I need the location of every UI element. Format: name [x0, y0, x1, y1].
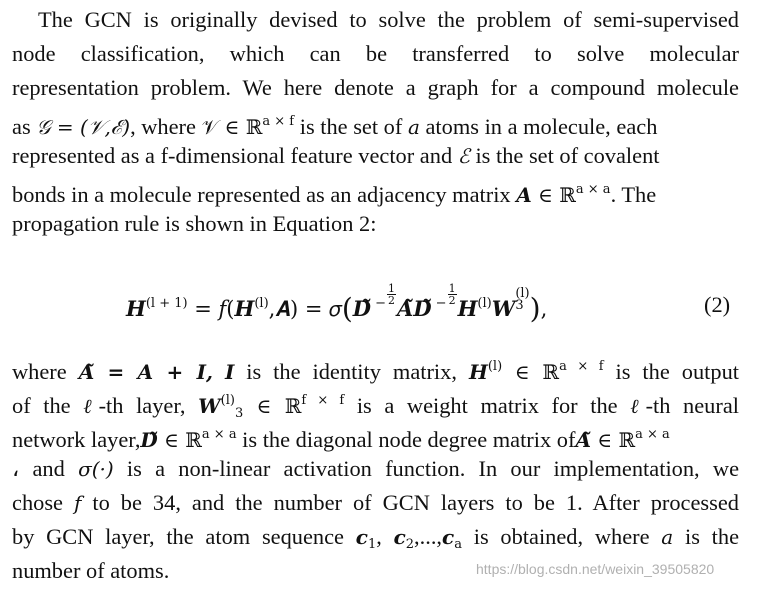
propagation-rule-equation: 𝑯$^{(l + 1)}$ = 𝑓(𝑯$^{(l)}$,𝑨) = 𝜎(𝑫̃ − $\frac{1}{2}$ 𝑨̃𝑫̃ − $\frac{1}{2}$ 𝑯$^{(l)}$𝑾 (l) 3 ),: [126, 282, 548, 325]
paragraph-1-line-4: as 𝒢 = (𝒱,ℰ), where 𝒱 ∈ ℝ$^{a \times f}$ is the set of a atoms in a molecule, each: [12, 114, 658, 139]
paragraph-2-line-6: by GCN layer, the atom sequence 𝒄$_1$, 𝒄$_2$,...,𝒄$_a$ is obtained, where a is the: [12, 524, 740, 552]
exponent-fraction-2: $\frac{1}{2}$: [448, 282, 456, 307]
graph-definition-math: 𝒢 = (𝒱,ℰ): [36, 115, 131, 139]
paragraph-1-line-3: representation problem. We here denote a graph for a compound molecule: [12, 75, 739, 100]
paragraph-2-line-1: where 𝑨̃ = 𝑨 + 𝑰, 𝑰 is the identity matrix, 𝑯$^{(l)}$ ∈ ℝ$^{a \times f}$ is the output: [12, 359, 739, 384]
vertex-set-math: 𝒱 ∈ ℝ$^{a \times f}$: [201, 114, 295, 139]
paragraph-1-line-1: The GCN is originally devised to solve the problem of semi-supervised: [38, 7, 739, 32]
equation-number: (2): [704, 292, 731, 317]
paragraph-2-line-2: of the ℓ-th layer, 𝑾$^{(l)}_3$ ∈ ℝ$^{f \times f}$ is a weight matrix for the ℓ-th neural: [12, 393, 739, 421]
paragraph-1-line-7: propagation rule is shown in Equation 2:: [12, 211, 377, 236]
paragraph-2-line-3: network layer,𝑫̃ ∈ ℝ$^{a \times a}$ is the diagonal node degree matrix of𝑨̃ ∈ ℝ$^{a \times a}$: [12, 427, 670, 452]
paragraph-1-line-6: bonds in a molecule represented as an adjacency matrix 𝑨 ∈ ℝ$^{a \times a}$. The: [12, 182, 657, 207]
paragraph-1-line-5: represented as a f-dimensional feature vector and ℰ is the set of covalent: [12, 143, 660, 168]
exponent-fraction: $\frac{1}{2}$: [388, 282, 396, 307]
paragraph-2-line-5: chose 𝑓 to be 34, and the number of GCN layers to be 1. After processed: [12, 490, 739, 515]
paragraph-2-line-4: ، and 𝜎(·) is a non-linear activation function. In our implementation, we: [12, 456, 740, 481]
paragraph-1-line-2: node classification, which can be transferred to solve molecular: [12, 41, 739, 66]
paragraph-2-line-7: number of atoms.: [12, 558, 170, 583]
equation-2: [0, 278, 757, 330]
watermark-text: https://blog.csdn.net/weixin_39505820: [476, 561, 715, 577]
